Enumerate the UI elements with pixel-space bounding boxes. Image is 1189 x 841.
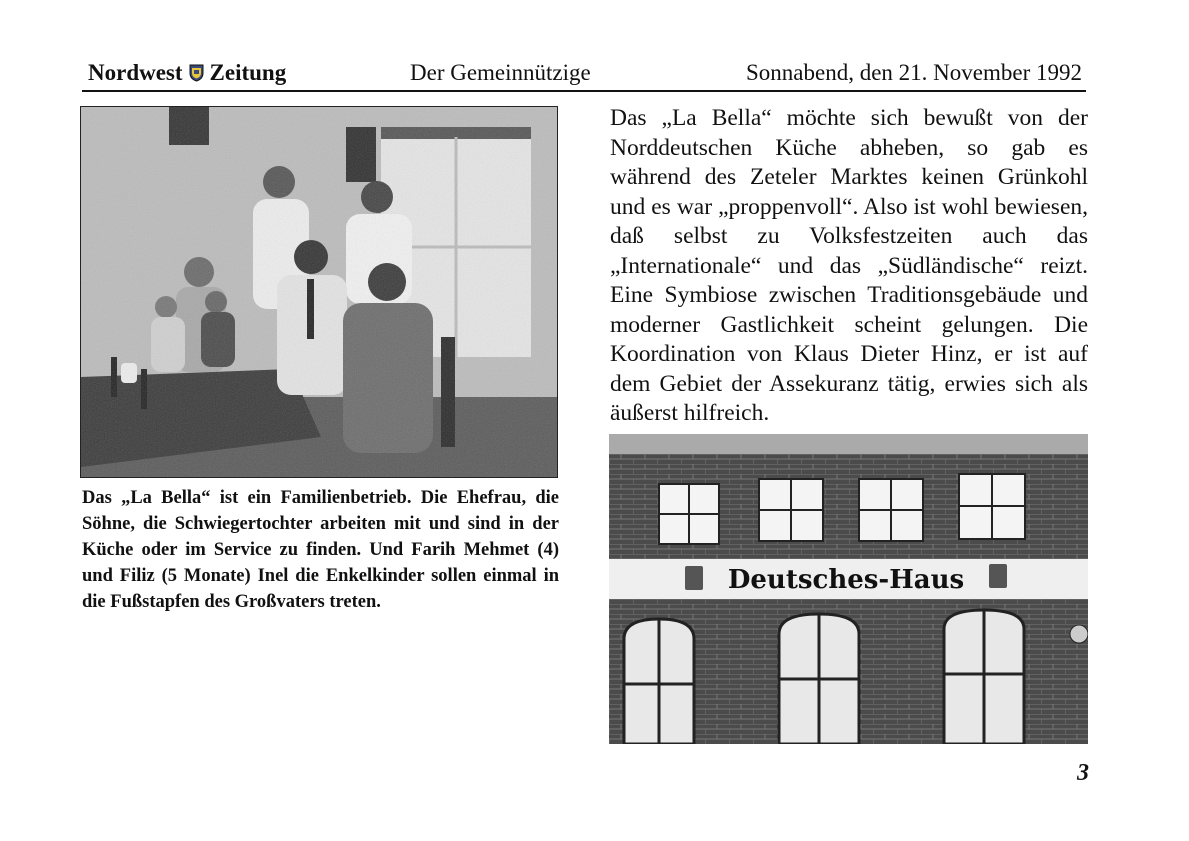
building-sign-text: Deutsches-Haus [727, 565, 965, 595]
masthead [82, 58, 1086, 92]
photo-caption: Das „La Bella“ ist ein Familienbetrieb. Die Ehefrau, die Söhne, die Schwiegertochter arbeiten mit und sind in der Küche oder im Service zu finden. Und Farih Mehmet (4) und Filiz (5 Monate) Inel die Enkelkinder sollen einmal in die Fußstapfen des Großvaters treten. [82, 488, 559, 612]
family-photo [80, 106, 558, 478]
coat-of-arms-icon [189, 64, 204, 82]
paper-name-right: Zeitung [209, 60, 287, 85]
building-photo [609, 434, 1088, 744]
paper-name-left: Nordwest [88, 60, 183, 85]
newspaper-name [88, 60, 286, 86]
section-title: Der Gemeinnützige [410, 60, 591, 85]
issue-date: Sonnabend, den 21. November 1992 [746, 60, 1082, 85]
page-number: 3 [1077, 760, 1089, 786]
article-text: Das „La Bella“ möchte sich bewußt von der Norddeutschen Küche abheben, so gab es während des Zeteler Marktes keinen Grünkohl und es war „proppenvoll“. Also ist wohl bewiesen, daß selbst zu Volksfestzeiten auch das „Internationale“ und das „Südländische“ reizt. Eine Symbiose zwischen Traditionsgebäude und moderner Gastlichkeit scheint gelungen. Die Koordination von Klaus Dieter Hinz, er ist auf dem Gebiet der Assekuranz tätig, erwies sich als äußerst hilfreich. [610, 105, 1088, 426]
